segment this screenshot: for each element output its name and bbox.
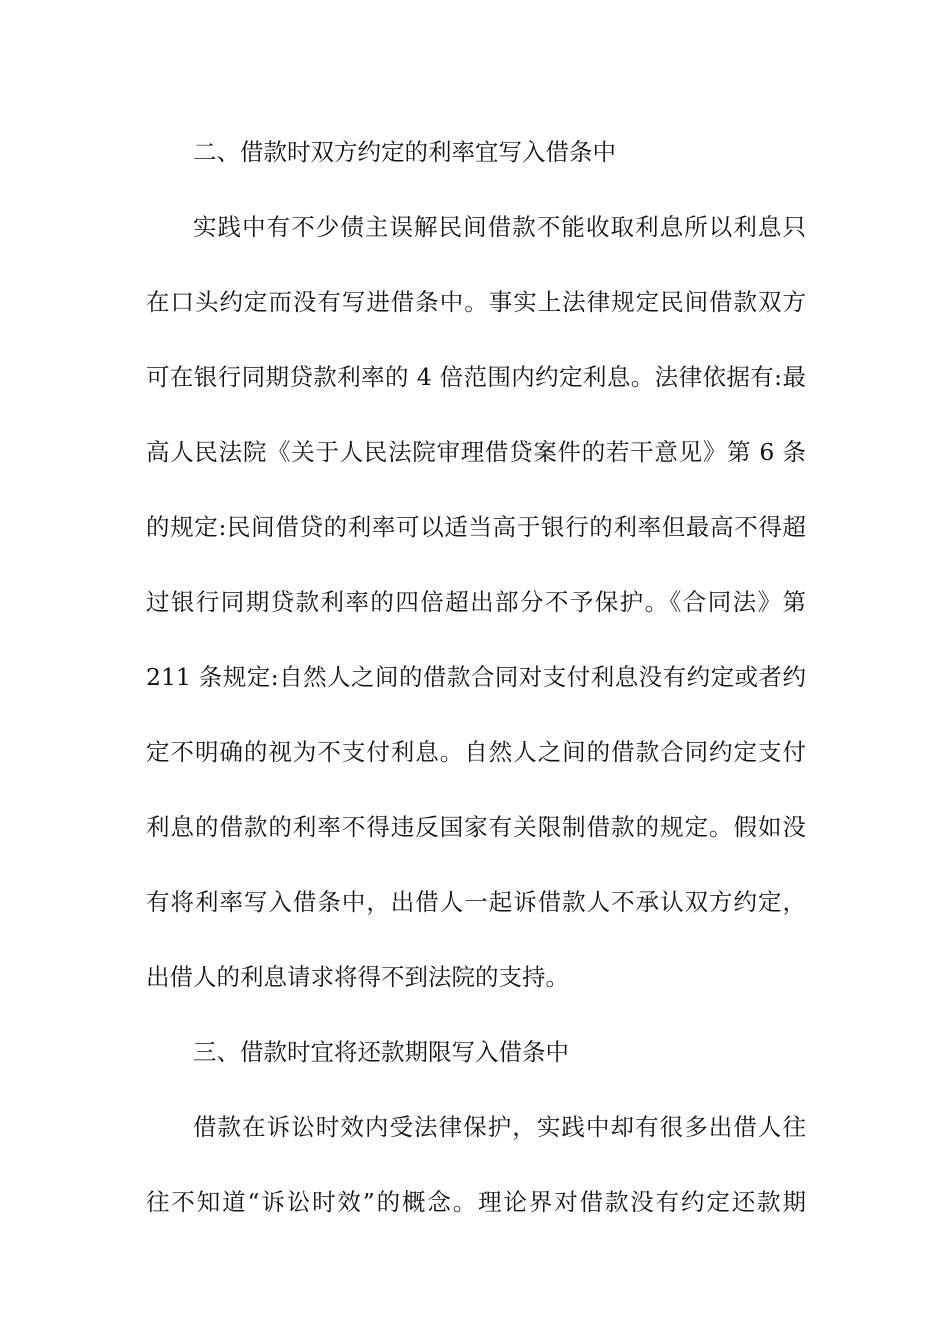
paragraph-line: 往不知道“诉讼时效”的概念。理论界对借款没有约定还款期 [146,1188,806,1216]
paragraph-line: 借款在诉讼时效内受法律保护，实践中却有很多出借人往 [193,1113,806,1141]
paragraph-line: 在口头约定而没有写进借条中。事实上法律规定民间借款双方 [146,288,806,316]
paragraph-line: 出借人的利息请求将得不到法院的支持。 [146,963,569,991]
paragraph-line: 实践中有不少债主误解民间借款不能收取利息所以利息只 [193,213,806,241]
paragraph-line: 211 条规定:自然人之间的借款合同对支付利息没有约定或者约 [146,663,806,691]
paragraph-line: 有将利率写入借条中，出借人一起诉借款人不承认双方约定， [146,888,806,916]
section-heading-3: 三、借款时宜将还款期限写入借条中 [193,1038,569,1066]
paragraph-line: 的规定:民间借贷的利率可以适当高于银行的利率但最高不得超 [146,513,806,541]
paragraph-line: 定不明确的视为不支付利息。自然人之间的借款合同约定支付 [146,738,806,766]
paragraph-line: 利息的借款的利率不得违反国家有关限制借款的规定。假如没 [146,813,806,841]
paragraph-line: 过银行同期贷款利率的四倍超出部分不予保护。《合同法》第 [146,588,806,616]
paragraph-line: 可在银行同期贷款利率的 4 倍范围内约定利息。法律依据有:最 [146,363,806,391]
section-heading-2: 二、借款时双方约定的利率宜写入借条中 [193,138,616,166]
paragraph-line: 高人民法院《关于人民法院审理借贷案件的若干意见》第 6 条 [146,438,806,466]
